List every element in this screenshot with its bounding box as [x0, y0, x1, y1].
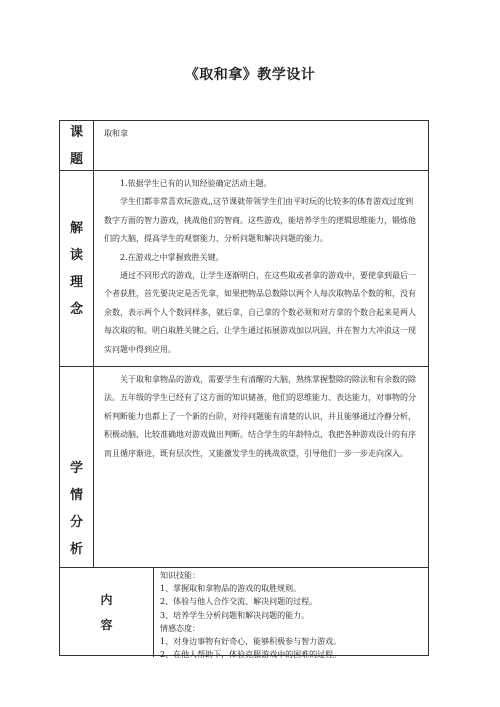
heading-char: 内: [100, 592, 113, 607]
content-line: 3、培养学生分析问题和解决问题的能力。: [160, 610, 310, 620]
concept-paragraph: 学生们都非常喜欢玩游戏,,这节课就带领学生们由平时玩的比较多的体育游戏过度到数字方面的智力游戏，挑战他们的智商。这些游戏，能培养学生的逻辑思维能力，锻炼他们的大脑，提高学生的观察能力、分析问题和解决问题的能力。: [104, 197, 416, 244]
concept-paragraph: 通过不同形式的游戏，让学生逐渐明白，在这些取或者拿的游戏中，要使拿到最后一个者获胜，首先要决定是否先拿，如果把物品总数除以两个人每次取物品个数的和，没有余数，表示两个人个数同样多，就后拿，自己拿的个数必须和对方拿的个数合起来是两人每次取的和。明白取胜关键之后，让学生通过拓展游戏加以巩固，并在智力大冲浪这一现实问题中得到应用。: [104, 271, 416, 354]
content-line: 情感态度：: [160, 623, 200, 633]
heading-char: 析: [69, 542, 83, 557]
topic-cell: [94, 121, 428, 170]
heading-char: 解: [69, 220, 83, 236]
heading-char: 容: [100, 617, 113, 632]
analysis-row: [60, 367, 428, 568]
concept-heading: [60, 171, 94, 366]
analysis-cell: [94, 367, 428, 567]
concept-paragraph: 1.依据学生已有的认知经验确定活动主题。: [120, 179, 272, 188]
heading-char: 学: [69, 461, 83, 476]
content-row: [60, 568, 428, 660]
document-title: 《取和拿》教学设计: [184, 67, 316, 83]
content-line: 知识技能：: [160, 571, 200, 580]
heading-char: 读: [69, 247, 83, 263]
content-cell: [154, 568, 428, 660]
content-line: 2、在他人帮助下，体验克服游戏中的困难的过程。: [160, 650, 342, 660]
heading-char: 分: [69, 515, 83, 530]
content-line: 1、对身边事物有好奇心，能够积极参与智力游戏。: [160, 637, 342, 647]
heading-char: 题: [69, 151, 83, 167]
heading-char: 念: [69, 301, 83, 317]
content-heading: [60, 568, 154, 657]
topic-row: [60, 121, 428, 171]
concept-row: [60, 171, 428, 367]
heading-char: 理: [69, 274, 83, 290]
content-line: 2、体验与他人合作交流、解决问题的过程。: [160, 597, 318, 607]
topic-heading: [60, 121, 94, 170]
heading-char: 情: [69, 488, 83, 503]
concept-paragraph: 2.在游戏之中掌握致胜关键。: [120, 252, 224, 262]
analysis-paragraph: 关于取和拿物品的游戏，需要学生有清醒的大脑，熟练掌握整除的除法和有余数的除法。五年级的学生已经有了这方面的知识储备，他们的思维能力、表达能力，对事物的分析判断能力也都上了一个新的台阶，对待问题能有清楚的认识，并且能够通过冷静分析，积极动脑，比较准确地对游戏做出判断。结合学生的年龄特点，我把各种游戏设计的有序而且循序渐进，既有层次性，又能激发学生的挑战欲望，引导他们一步一步走向深入。: [104, 375, 416, 458]
lesson-plan-table: [59, 120, 429, 660]
analysis-heading: [60, 367, 94, 567]
topic-text: 取和拿: [104, 129, 128, 138]
concept-cell: [94, 171, 428, 366]
heading-char: 课: [69, 124, 83, 140]
content-line: 1、掌握取和拿物品的游戏的取胜规则。: [160, 584, 302, 594]
